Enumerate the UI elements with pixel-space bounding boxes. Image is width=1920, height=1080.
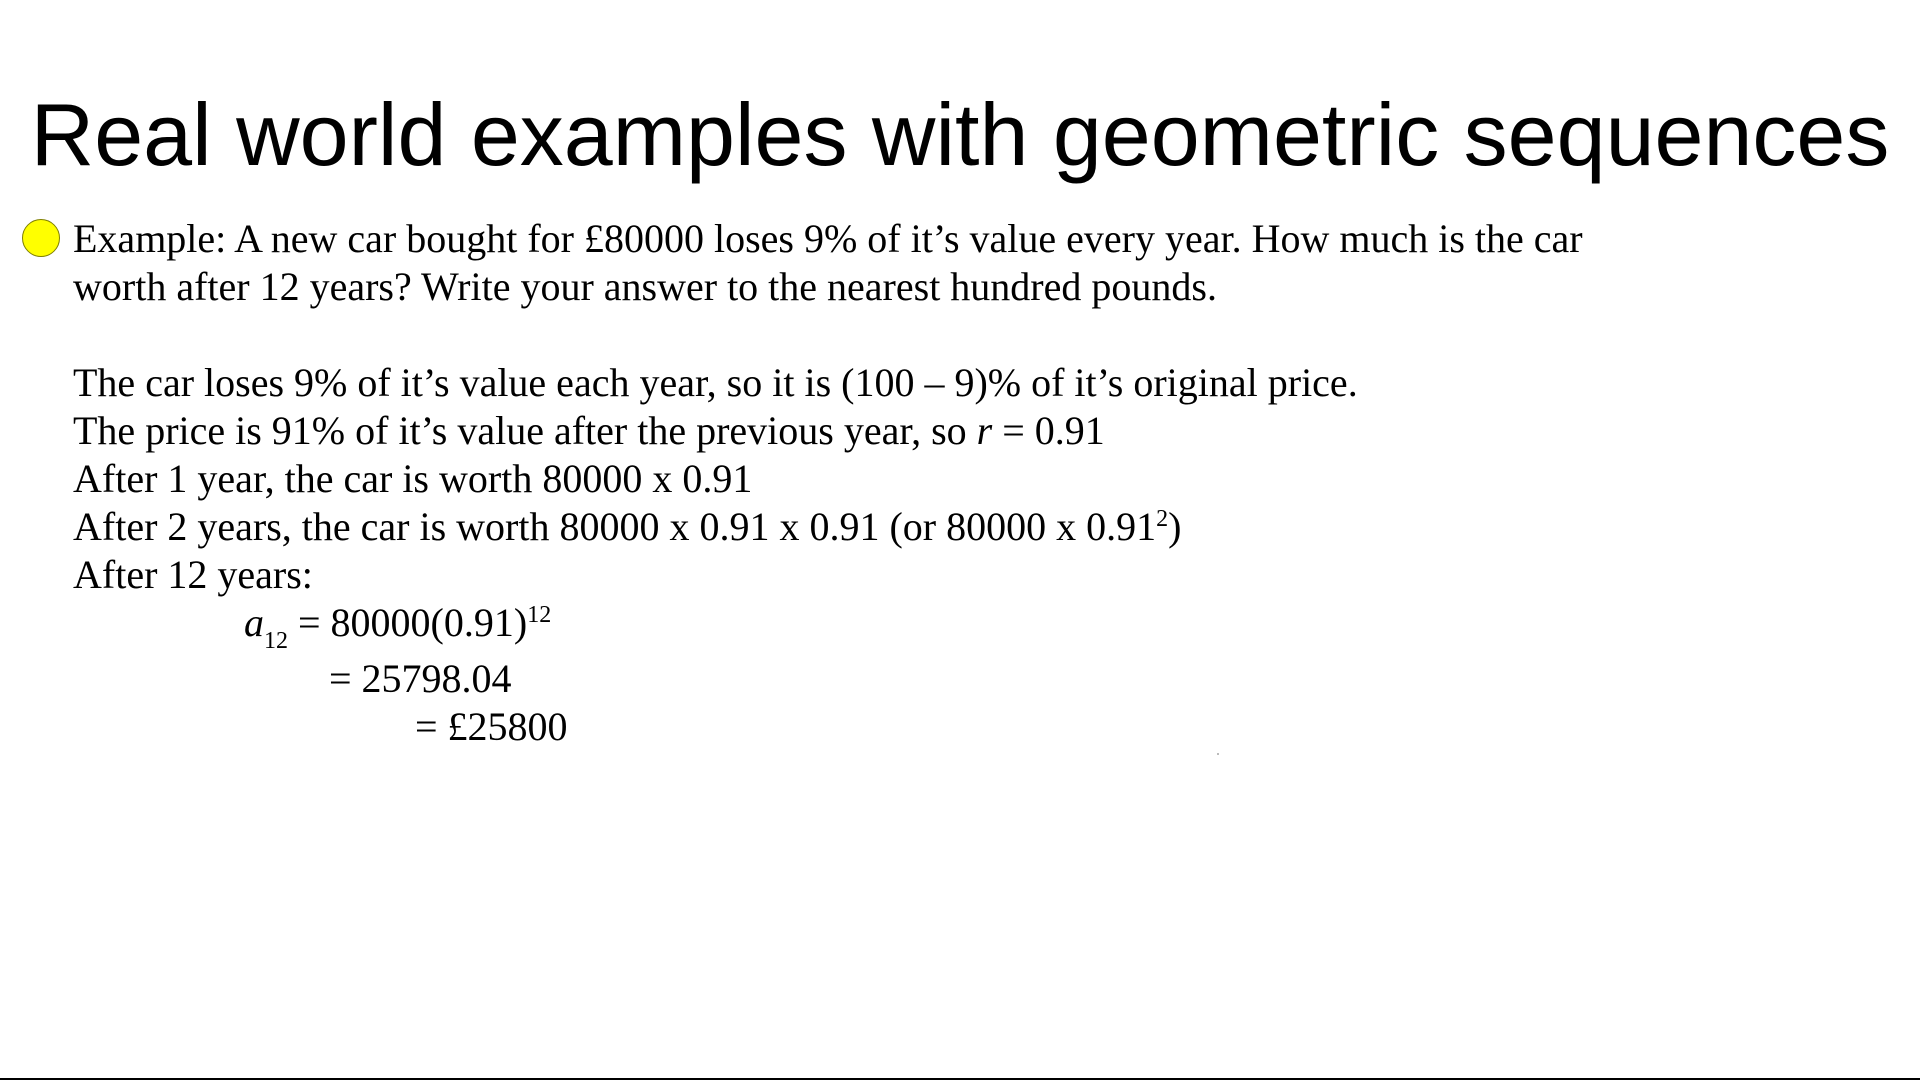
- step-1: The car loses 9% of it’s value each year, so it is (100 – 9)% of it’s original price.: [73, 360, 1358, 405]
- question-line-1: Example: A new car bought for £80000 loses 9% of it’s value every year. How much is the car: [73, 216, 1583, 261]
- slide-body: [73, 215, 1873, 751]
- stray-dot: [1217, 753, 1219, 755]
- step-4-prefix: After 2 years, the car is worth 80000 x 0.91 x 0.91 (or 80000 x 0.91: [73, 504, 1157, 549]
- bullet-circle-icon: [22, 219, 60, 257]
- calculation-line-1: [73, 599, 1873, 654]
- step-4: [73, 503, 1873, 551]
- step-2-prefix: The price is 91% of it’s value after the previous year, so: [73, 408, 977, 453]
- ratio-variable: r: [976, 408, 993, 453]
- calculation-line-2: = 25798.04: [329, 656, 512, 701]
- blank-line: [73, 311, 1873, 359]
- step-2-suffix: = 0.91: [992, 408, 1105, 453]
- step-5: After 12 years:: [73, 552, 313, 597]
- slide-title: Real world examples with geometric sequences: [30, 85, 1890, 184]
- term-subscript: 12: [264, 628, 288, 654]
- calculation-expression: = 80000(0.91): [288, 600, 528, 645]
- question-line-2: worth after 12 years? Write your answer to the nearest hundred pounds.: [73, 264, 1217, 309]
- step-4-suffix: ): [1168, 504, 1182, 549]
- step-4-exponent: 2: [1156, 506, 1169, 532]
- term-variable: a: [244, 600, 264, 645]
- step-2: [73, 407, 1873, 455]
- calculation-exponent: 12: [527, 602, 552, 628]
- calculation-line-3: = £25800: [415, 704, 568, 749]
- step-3: After 1 year, the car is worth 80000 x 0.91: [73, 456, 753, 501]
